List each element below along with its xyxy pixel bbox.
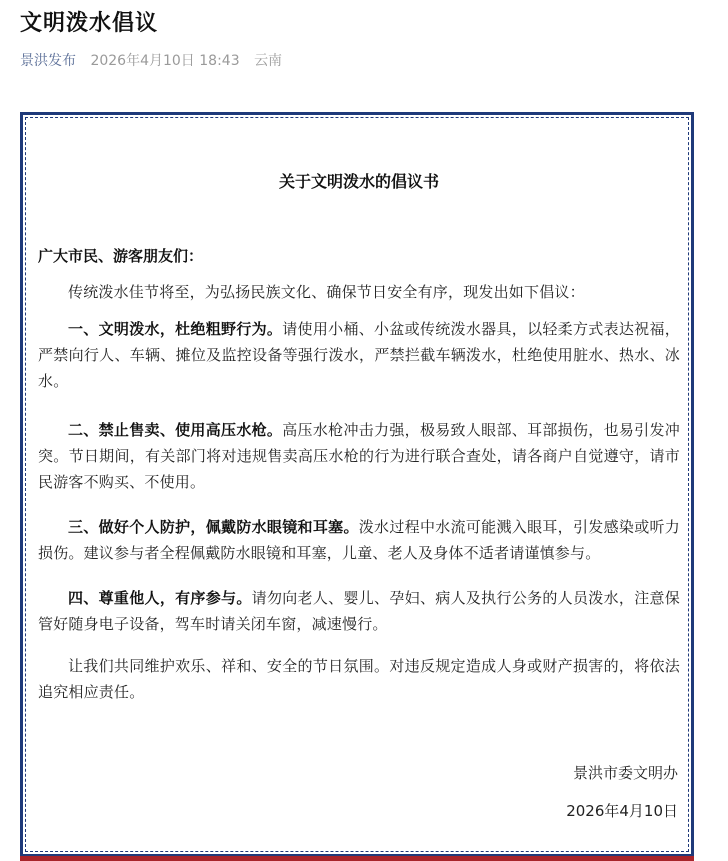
proposal-heading: 二、禁止售卖、使用高压水枪。 [68, 421, 283, 439]
proposal-body: 高压水枪冲击力强，极易致人眼部、耳部损伤，也易引发冲突。节日期间，有关部门将对违规售卖高压水枪的行为进行联合查处，请各商户自觉遵守，请市民游客不购买、不使用。 [38, 421, 680, 491]
letter-title: 关于文明泼水的倡议书 [278, 172, 439, 191]
letter-closing: 让我们共同维护欢乐、祥和、安全的节日氛围。对违反规定造成人身或财产损害的，将依法追究相应责任。 [38, 657, 680, 701]
proposal-item-2 [38, 417, 680, 495]
publish-location: 云南 [254, 53, 283, 69]
signature-date: 2026年4月10日 [566, 802, 678, 820]
letter-greeting: 广大市民、游客朋友们： [38, 247, 204, 265]
article-title: 文明泼水倡议 [20, 11, 159, 36]
proposal-heading: 一、文明泼水，杜绝粗野行为。 [68, 320, 283, 338]
proposal-body: 请使用小桶、小盆或传统泼水器具，以轻柔方式表达祝福，严禁向行人、车辆、摊位及监控设备等强行泼水，严禁拦截车辆泼水，杜绝使用脏水、热水、冰水。 [38, 320, 680, 390]
proposal-body: 请勿向老人、婴儿、孕妇、病人及执行公务的人员泼水，注意保管好随身电子设备，驾车时请关闭车窗，减速慢行。 [38, 589, 681, 633]
signature-organization: 景洪市委文明办 [572, 764, 678, 782]
source-link[interactable]: 景洪发布 [20, 53, 76, 69]
bottom-accent-bar [20, 856, 694, 861]
publish-date: 2026年4月10日 18:43 [90, 53, 240, 69]
proposal-item-1 [38, 316, 680, 394]
proposal-heading: 四、尊重他人，有序参与。 [68, 589, 252, 607]
proposal-item-3 [38, 514, 680, 566]
proposal-body: 泼水过程中水流可能溅入眼耳，引发感染或听力损伤。建议参与者全程佩戴防水眼镜和耳塞，儿童、老人及身体不适者请谨慎参与。 [38, 518, 680, 562]
proposal-item-4 [38, 585, 680, 637]
proposal-heading: 三、做好个人防护，佩戴防水眼镜和耳塞。 [68, 518, 359, 536]
letter-intro: 传统泼水佳节将至，为弘扬民族文化、确保节日安全有序，现发出如下倡议： [68, 283, 585, 301]
article-meta [20, 50, 282, 70]
